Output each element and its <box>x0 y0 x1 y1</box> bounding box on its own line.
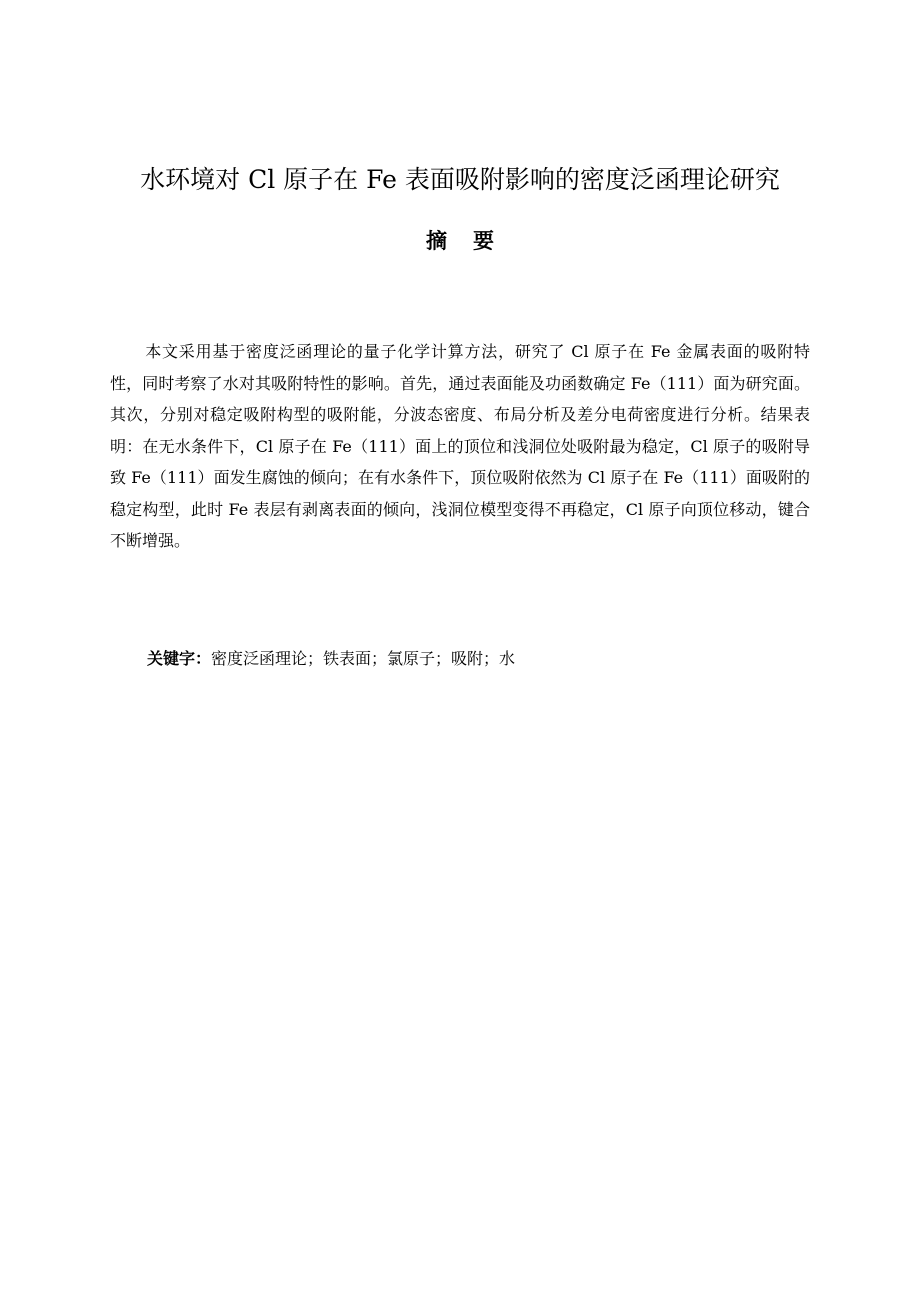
document-title: 水环境对 Cl 原子在 Fe 表面吸附影响的密度泛函理论研究 <box>140 165 780 194</box>
keywords-label: 关键字： <box>147 649 212 668</box>
abstract-paragraph: 本文采用基于密度泛函理论的量子化学计算方法，研究了 Cl 原子在 Fe 金属表面的吸附特性，同时考察了水对其吸附特性的影响。首先，通过表面能及功函数确定 Fe（111）面为研究面。其次，分别对稳定吸附构型的吸附能，分波态密度、布局分析及差分电荷密度进行分析。结果表明：在无水条件下，Cl 原子在 Fe（111）面上的顶位和浅洞位处吸附最为稳定，Cl 原子的吸附导致 Fe（111）面发生腐蚀的倾向；在有水条件下，顶位吸附依然为 Cl 原子在 Fe（111）面吸附的稳定构型，此时 Fe 表层有剥离表面的倾向，浅洞位模型变得不再稳定，Cl 原子向顶位移动，键合不断增强。 <box>110 342 810 550</box>
abstract-heading: 摘要 <box>426 228 520 253</box>
keywords-text: 密度泛函理论；铁表面；氯原子；吸附；水 <box>211 649 516 668</box>
keywords-line <box>147 645 515 673</box>
